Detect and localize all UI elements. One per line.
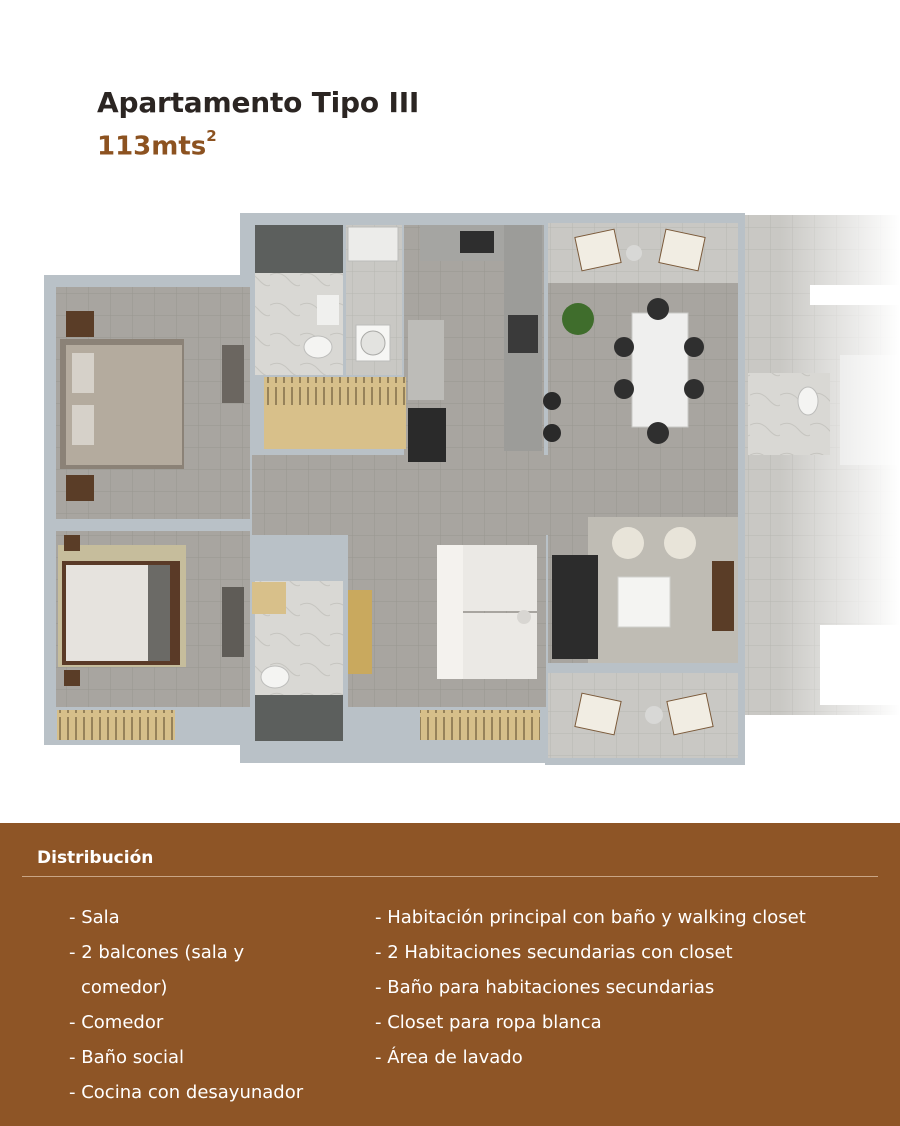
distribution-list-left <box>69 900 303 1110</box>
list-item: - Baño social <box>69 1047 185 1068</box>
divider <box>22 876 878 877</box>
distribution-panel <box>0 823 900 1126</box>
list-item: - Closet para ropa blanca <box>375 1012 602 1033</box>
laundry <box>346 225 402 375</box>
list-item: - Área de lavado <box>375 1047 523 1068</box>
list-item: comedor) <box>81 977 168 998</box>
distribution-title: Distribución <box>37 848 154 868</box>
list-item: - Baño para habitaciones secundarias <box>375 977 715 998</box>
terrace <box>745 215 900 755</box>
list-item: - Sala <box>69 907 120 928</box>
list-item: - Habitación principal con baño y walking closet <box>375 907 806 928</box>
area-superscript: 2 <box>206 127 217 145</box>
page-title: Apartamento Tipo III <box>97 86 420 119</box>
list-item: - 2 Habitaciones secundarias con closet <box>375 942 733 963</box>
floor-plan <box>0 205 900 775</box>
area-value: 113mts <box>97 131 207 162</box>
header <box>97 84 419 165</box>
area-label <box>97 122 419 165</box>
distribution-list-right <box>375 900 806 1075</box>
list-item: - Cocina con desayunador <box>69 1082 304 1103</box>
list-item: - Comedor <box>69 1012 164 1033</box>
list-item: - 2 balcones (sala y <box>69 942 245 963</box>
